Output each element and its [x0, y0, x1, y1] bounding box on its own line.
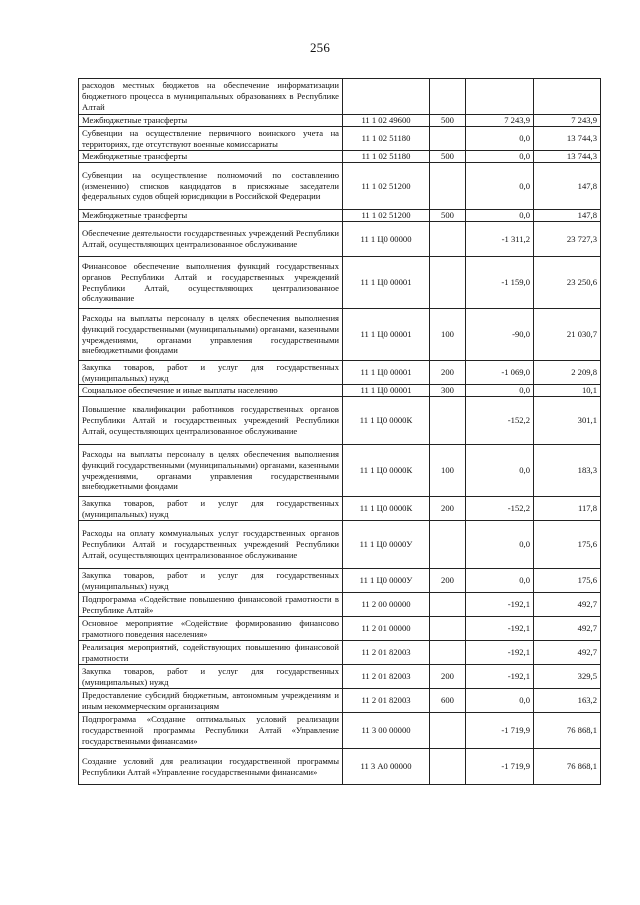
row-expense-type: 200 — [430, 569, 466, 593]
table-row — [79, 309, 601, 361]
row-total-amount: 13 744,3 — [534, 127, 601, 151]
row-expense-type — [430, 641, 466, 665]
row-change-amount: -1 069,0 — [466, 361, 534, 385]
table-row — [79, 79, 601, 115]
row-change-amount: 0,0 — [466, 689, 534, 713]
row-expense-type: 100 — [430, 445, 466, 497]
row-target-code: 11 1 Ц0 0000У — [343, 521, 430, 569]
row-change-amount: -192,1 — [466, 617, 534, 641]
table-row — [79, 617, 601, 641]
row-expense-type — [430, 79, 466, 115]
row-expense-type — [430, 397, 466, 445]
table-row — [79, 593, 601, 617]
row-expense-type — [430, 163, 466, 210]
row-total-amount: 13 744,3 — [534, 151, 601, 163]
row-total-amount: 147,8 — [534, 163, 601, 210]
row-description: Реализация мероприятий, содействующих повышению финансовой грамотности — [79, 641, 343, 665]
row-target-code — [343, 79, 430, 115]
row-description: Создание условий для реализации государственной программы Республики Алтай «Управление государственными финансами» — [79, 749, 343, 785]
row-description: Социальное обеспечение и иные выплаты населению — [79, 385, 343, 397]
row-target-code: 11 1 Ц0 0000У — [343, 569, 430, 593]
row-target-code: 11 1 Ц0 00001 — [343, 361, 430, 385]
table-row — [79, 397, 601, 445]
row-description: Межбюджетные трансферты — [79, 210, 343, 222]
row-total-amount: 492,7 — [534, 641, 601, 665]
row-change-amount: -90,0 — [466, 309, 534, 361]
row-target-code: 11 2 01 00000 — [343, 617, 430, 641]
row-change-amount: 0,0 — [466, 163, 534, 210]
row-target-code: 11 1 02 49600 — [343, 115, 430, 127]
row-description: Расходы на выплаты персоналу в целях обеспечения выполнения функций государственными (муниципальными) органами, казенными учреждениями, органами управления государственными внебюджетными фондами — [79, 445, 343, 497]
page-number: 256 — [309, 40, 331, 55]
row-expense-type — [430, 617, 466, 641]
row-description: Межбюджетные трансферты — [79, 115, 343, 127]
table-row — [79, 641, 601, 665]
row-description: Расходы на выплаты персоналу в целях обеспечения выполнения функций государственными (муниципальными) органами, казенными учреждениями, органами управления государственными внебюджетными фондами — [79, 309, 343, 361]
row-total-amount: 23 727,3 — [534, 222, 601, 257]
row-description: Закупка товаров, работ и услуг для государственных (муниципальных) нужд — [79, 361, 343, 385]
row-change-amount: 7 243,9 — [466, 115, 534, 127]
table-row — [79, 222, 601, 257]
row-total-amount: 147,8 — [534, 210, 601, 222]
row-change-amount: -1 719,9 — [466, 713, 534, 749]
table-row — [79, 115, 601, 127]
row-expense-type: 100 — [430, 309, 466, 361]
row-expense-type — [430, 593, 466, 617]
row-total-amount: 492,7 — [534, 593, 601, 617]
table-row — [79, 569, 601, 593]
row-expense-type — [430, 127, 466, 151]
table-row — [79, 210, 601, 222]
row-target-code: 11 3 А0 00000 — [343, 749, 430, 785]
row-total-amount: 2 209,8 — [534, 361, 601, 385]
row-target-code: 11 1 Ц0 00001 — [343, 309, 430, 361]
row-change-amount: 0,0 — [466, 569, 534, 593]
row-description: Финансовое обеспечение выполнения функций государственных органов Республики Алтай и государственных учреждений Республики Алтай, осуществляющих централизованное обслуживание — [79, 257, 343, 309]
row-total-amount: 175,6 — [534, 521, 601, 569]
row-expense-type: 200 — [430, 497, 466, 521]
row-description: Предоставление субсидий бюджетным, автономным учреждениям и иным некоммерческим организациям — [79, 689, 343, 713]
table-row — [79, 665, 601, 689]
row-total-amount: 21 030,7 — [534, 309, 601, 361]
table-row — [79, 713, 601, 749]
row-description: Закупка товаров, работ и услуг для государственных (муниципальных) нужд — [79, 569, 343, 593]
row-change-amount: -192,1 — [466, 641, 534, 665]
row-change-amount: -192,1 — [466, 593, 534, 617]
table-row — [79, 689, 601, 713]
row-expense-type — [430, 749, 466, 785]
row-description: Закупка товаров, работ и услуг для государственных (муниципальных) нужд — [79, 497, 343, 521]
row-total-amount: 183,3 — [534, 445, 601, 497]
row-target-code: 11 1 02 51200 — [343, 163, 430, 210]
row-expense-type: 500 — [430, 115, 466, 127]
row-total-amount: 76 868,1 — [534, 749, 601, 785]
row-change-amount: -1 311,2 — [466, 222, 534, 257]
row-target-code: 11 1 Ц0 0000К — [343, 445, 430, 497]
row-total-amount: 23 250,6 — [534, 257, 601, 309]
row-change-amount: -1 719,9 — [466, 749, 534, 785]
row-description: Закупка товаров, работ и услуг для государственных (муниципальных) нужд — [79, 665, 343, 689]
row-description: Основное мероприятие «Содействие формированию финансово грамотного поведения населения» — [79, 617, 343, 641]
row-change-amount — [466, 79, 534, 115]
table-row — [79, 361, 601, 385]
row-change-amount: 0,0 — [466, 385, 534, 397]
row-total-amount: 10,1 — [534, 385, 601, 397]
row-target-code: 11 2 00 00000 — [343, 593, 430, 617]
row-expense-type: 200 — [430, 361, 466, 385]
row-target-code: 11 1 Ц0 00001 — [343, 257, 430, 309]
row-total-amount: 175,6 — [534, 569, 601, 593]
row-target-code: 11 1 02 51180 — [343, 127, 430, 151]
row-change-amount: 0,0 — [466, 210, 534, 222]
row-total-amount — [534, 79, 601, 115]
row-target-code: 11 1 Ц0 00000 — [343, 222, 430, 257]
row-expense-type: 600 — [430, 689, 466, 713]
row-description: Субвенции на осуществление первичного воинского учета на территориях, где отсутствуют военные комиссариаты — [79, 127, 343, 151]
row-change-amount: 0,0 — [466, 127, 534, 151]
row-change-amount: -152,2 — [466, 397, 534, 445]
row-target-code: 11 1 Ц0 0000К — [343, 497, 430, 521]
row-expense-type — [430, 222, 466, 257]
row-expense-type: 200 — [430, 665, 466, 689]
budget-table — [78, 78, 601, 785]
row-description: Расходы на оплату коммунальных услуг государственных органов Республики Алтай и государственных учреждений Республики Алтай, осуществляющих централизованное обслуживание — [79, 521, 343, 569]
row-description: Подпрограмма «Содействие повышению финансовой грамотности в Республике Алтай» — [79, 593, 343, 617]
table-row — [79, 445, 601, 497]
row-change-amount: 0,0 — [466, 151, 534, 163]
row-expense-type — [430, 521, 466, 569]
table-row — [79, 385, 601, 397]
row-total-amount: 301,1 — [534, 397, 601, 445]
row-expense-type: 500 — [430, 210, 466, 222]
row-target-code: 11 1 Ц0 0000К — [343, 397, 430, 445]
row-target-code: 11 1 02 51200 — [343, 210, 430, 222]
table-row — [79, 151, 601, 163]
row-change-amount: -152,2 — [466, 497, 534, 521]
row-description: Обеспечение деятельности государственных учреждений Республики Алтай, осуществляющих централизованное обслуживание — [79, 222, 343, 257]
row-expense-type: 300 — [430, 385, 466, 397]
row-target-code: 11 2 01 82003 — [343, 689, 430, 713]
row-description: Подпрограмма «Создание оптимальных условий реализации государственной программы Республики Алтай «Управление государственными финансами» — [79, 713, 343, 749]
row-target-code: 11 2 01 82003 — [343, 641, 430, 665]
row-target-code: 11 3 00 00000 — [343, 713, 430, 749]
row-total-amount: 76 868,1 — [534, 713, 601, 749]
row-expense-type: 500 — [430, 151, 466, 163]
row-expense-type — [430, 257, 466, 309]
row-target-code: 11 2 01 82003 — [343, 665, 430, 689]
row-target-code: 11 1 02 51180 — [343, 151, 430, 163]
table-row — [79, 163, 601, 210]
row-change-amount: -1 159,0 — [466, 257, 534, 309]
table-row — [79, 257, 601, 309]
row-total-amount: 492,7 — [534, 617, 601, 641]
row-total-amount: 163,2 — [534, 689, 601, 713]
row-description: Межбюджетные трансферты — [79, 151, 343, 163]
row-total-amount: 117,8 — [534, 497, 601, 521]
row-target-code: 11 1 Ц0 00001 — [343, 385, 430, 397]
row-change-amount: -192,1 — [466, 665, 534, 689]
row-description: расходов местных бюджетов на обеспечение информатизации бюджетного процесса в муниципальных образованиях в Республике Алтай — [79, 79, 343, 115]
row-expense-type — [430, 713, 466, 749]
table-row — [79, 127, 601, 151]
table-row — [79, 749, 601, 785]
table-row — [79, 497, 601, 521]
row-total-amount: 7 243,9 — [534, 115, 601, 127]
row-description: Повышение квалификации работников государственных органов Республики Алтай и государственных учреждений Республики Алтай, осуществляющих централизованное обслуживание — [79, 397, 343, 445]
table-row — [79, 521, 601, 569]
row-total-amount: 329,5 — [534, 665, 601, 689]
row-description: Субвенции на осуществление полномочий по составлению (изменению) списков кандидатов в присяжные заседатели федеральных судов общей юрисдикции в Российской Федерации — [79, 163, 343, 210]
row-change-amount: 0,0 — [466, 521, 534, 569]
row-change-amount: 0,0 — [466, 445, 534, 497]
